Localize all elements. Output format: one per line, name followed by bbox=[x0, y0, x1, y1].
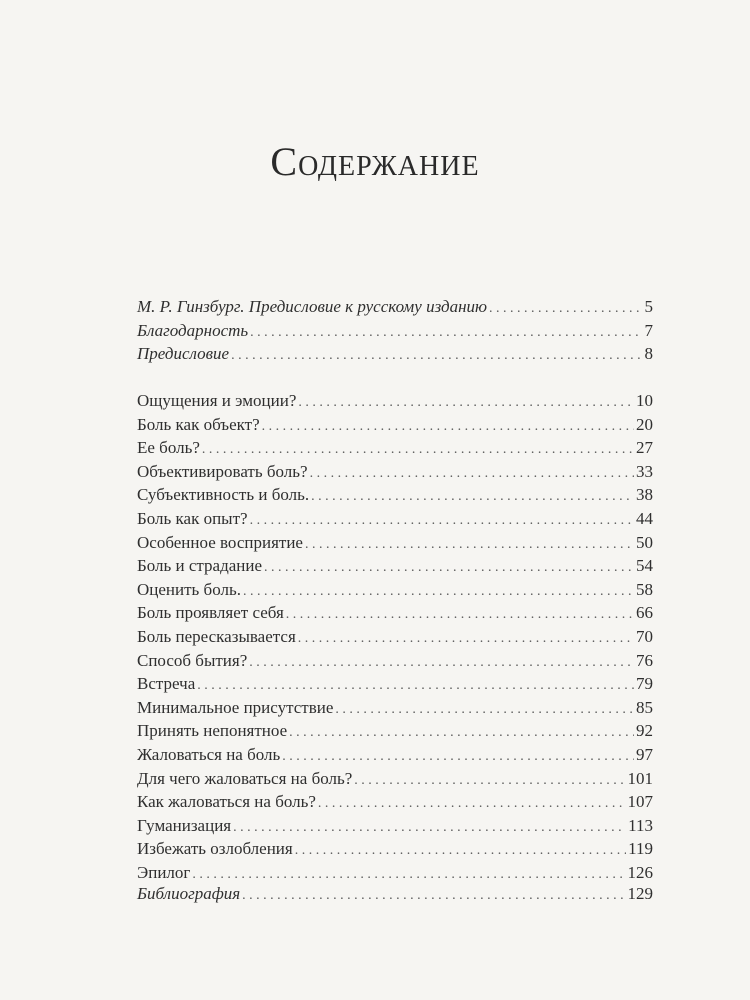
dot-leader bbox=[298, 391, 634, 415]
toc-entry bbox=[137, 882, 653, 906]
entry-title: М. Р. Гинзбург. Предисловие к русскому изданию bbox=[137, 297, 487, 316]
chapter-list bbox=[137, 389, 653, 884]
dot-leader bbox=[233, 816, 626, 840]
entry-page: 119 bbox=[628, 839, 653, 859]
toc-entry bbox=[137, 837, 653, 861]
entry-title: Принять непонятное bbox=[137, 721, 288, 741]
toc-entry bbox=[137, 531, 653, 555]
toc-entry bbox=[137, 413, 653, 437]
dot-leader bbox=[249, 651, 634, 675]
entry-title: Библиография bbox=[137, 884, 241, 903]
dot-leader bbox=[264, 556, 634, 580]
entry-page: 20 bbox=[636, 414, 653, 434]
entry-title: Боль пересказывается bbox=[137, 626, 296, 646]
entry-title: Боль как объект? bbox=[137, 414, 260, 434]
toc-entry bbox=[137, 319, 653, 343]
entry-title: Избежать озлобления bbox=[137, 839, 293, 859]
entry-title: Субъективность и боль. bbox=[137, 485, 310, 505]
dot-leader bbox=[262, 415, 634, 439]
dot-leader bbox=[295, 839, 626, 863]
dot-leader bbox=[243, 580, 634, 604]
toc-entry bbox=[137, 295, 653, 319]
dot-leader bbox=[310, 462, 634, 486]
entry-page: 5 bbox=[644, 297, 653, 316]
toc-entry bbox=[137, 483, 653, 507]
entry-page: 50 bbox=[636, 532, 653, 552]
toc-entry bbox=[137, 696, 653, 720]
entry-title: Боль как опыт? bbox=[137, 508, 248, 528]
back-matter-list bbox=[137, 882, 653, 906]
entry-title: Благодарность bbox=[137, 320, 249, 340]
dot-leader bbox=[335, 698, 634, 722]
dot-leader bbox=[354, 769, 625, 793]
entry-title: Жаловаться на боль bbox=[137, 744, 281, 764]
toc-entry bbox=[137, 507, 653, 531]
entry-page: 38 bbox=[636, 485, 653, 505]
entry-title: Способ бытия? bbox=[137, 650, 248, 670]
toc-entry bbox=[137, 861, 653, 885]
entry-page: 7 bbox=[644, 320, 653, 340]
page-title: Содержание bbox=[270, 139, 480, 184]
toc-entry bbox=[137, 342, 653, 366]
entry-title: Минимальное присутствие bbox=[137, 697, 334, 717]
dot-leader bbox=[242, 884, 625, 908]
entry-page: 27 bbox=[636, 438, 653, 458]
entry-page: 101 bbox=[627, 768, 653, 788]
entry-title: Для чего жаловаться на боль? bbox=[137, 768, 353, 788]
toc-entry bbox=[137, 672, 653, 696]
entry-page: 33 bbox=[636, 461, 653, 481]
entry-page: 66 bbox=[636, 603, 653, 623]
entry-title: Боль и страдание bbox=[137, 556, 263, 576]
dot-leader bbox=[489, 297, 643, 321]
entry-page: 44 bbox=[636, 508, 653, 528]
dot-leader bbox=[286, 603, 634, 627]
dot-leader bbox=[289, 721, 634, 745]
entry-page: 79 bbox=[636, 674, 653, 694]
entry-page: 58 bbox=[636, 579, 653, 599]
dot-leader bbox=[298, 627, 634, 651]
entry-page: 126 bbox=[627, 862, 653, 882]
entry-page: 107 bbox=[627, 792, 653, 812]
toc-entry bbox=[137, 389, 653, 413]
dot-leader bbox=[250, 509, 634, 533]
toc-entry bbox=[137, 625, 653, 649]
dot-leader bbox=[311, 485, 634, 509]
dot-leader bbox=[197, 674, 634, 698]
toc-entry bbox=[137, 436, 653, 460]
dot-leader bbox=[231, 344, 642, 368]
dot-leader bbox=[250, 321, 642, 345]
toc-entry bbox=[137, 743, 653, 767]
toc-entry bbox=[137, 578, 653, 602]
dot-leader bbox=[305, 533, 634, 557]
entry-title: Боль проявляет себя bbox=[137, 603, 284, 623]
toc-entry bbox=[137, 554, 653, 578]
entry-page: 76 bbox=[636, 650, 653, 670]
entry-title: Объективировать боль? bbox=[137, 461, 308, 481]
dot-leader bbox=[202, 438, 634, 462]
toc-entry bbox=[137, 601, 653, 625]
toc-entry bbox=[137, 790, 653, 814]
toc-entry bbox=[137, 814, 653, 838]
dot-leader bbox=[318, 792, 626, 816]
entry-title: Гуманизация bbox=[137, 815, 232, 835]
entry-page: 8 bbox=[644, 344, 653, 364]
entry-page: 97 bbox=[636, 744, 653, 764]
entry-title: Ее боль? bbox=[137, 438, 200, 458]
toc-entry bbox=[137, 767, 653, 791]
dot-leader bbox=[282, 745, 634, 769]
toc-entry bbox=[137, 649, 653, 673]
entry-title: Оценить боль. bbox=[137, 579, 241, 599]
front-matter-list bbox=[137, 295, 653, 366]
entry-page: 129 bbox=[627, 884, 653, 903]
entry-title: Ощущения и эмоции? bbox=[137, 391, 297, 410]
entry-page: 70 bbox=[636, 626, 653, 646]
entry-title: Особенное восприятие bbox=[137, 532, 303, 552]
entry-page: 92 bbox=[636, 721, 653, 741]
entry-title: Предисловие bbox=[137, 344, 230, 364]
entry-page: 10 bbox=[636, 391, 653, 410]
entry-page: 113 bbox=[628, 815, 653, 835]
entry-page: 85 bbox=[636, 697, 653, 717]
entry-page: 54 bbox=[636, 556, 653, 576]
entry-title: Как жаловаться на боль? bbox=[137, 792, 316, 812]
entry-title: Встреча bbox=[137, 674, 196, 694]
toc-entry bbox=[137, 719, 653, 743]
toc-entry bbox=[137, 460, 653, 484]
entry-title: Эпилог bbox=[137, 862, 191, 882]
